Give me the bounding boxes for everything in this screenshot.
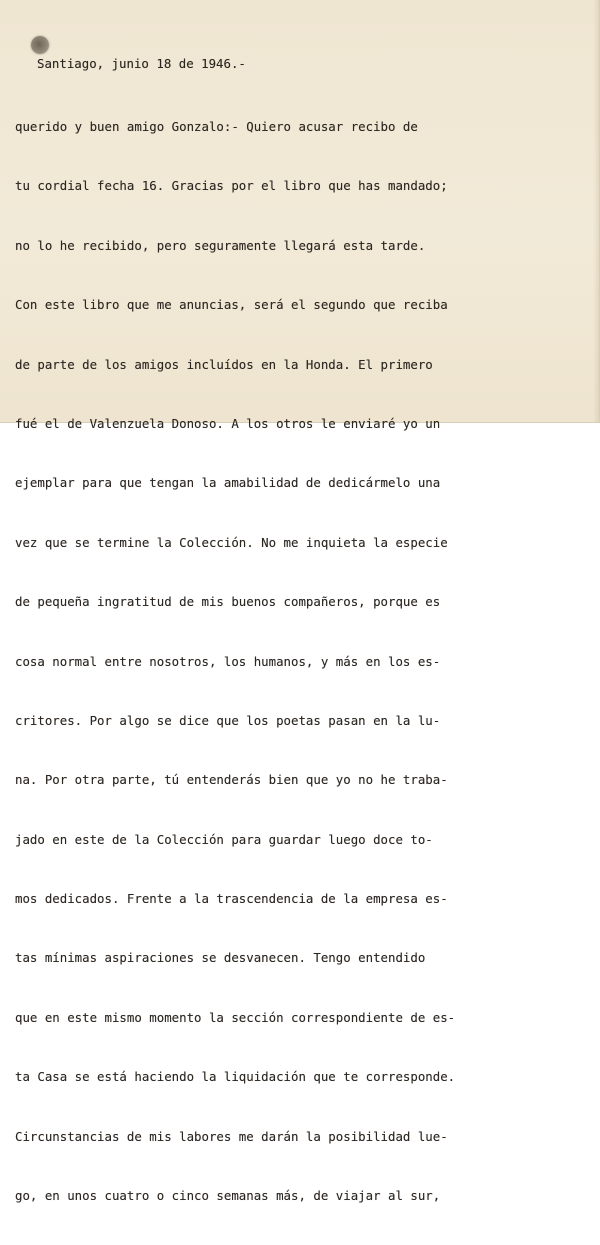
letter-line: vez que se termine la Colección. No me inquieta la especie bbox=[15, 534, 448, 550]
letter-line: tu cordial fecha 16. Gracias por el libro que has mandado; bbox=[15, 178, 448, 194]
letter-line: querido y buen amigo Gonzalo:- Quiero acusar recibo de bbox=[15, 118, 418, 134]
letter-line: Con este libro que me anuncias, será el segundo que reciba bbox=[15, 297, 448, 313]
letter-line: mos dedicados. Frente a la trascendencia de la empresa es- bbox=[15, 891, 448, 907]
letter-line: Circunstancias de mis labores me darán la posibilidad lue- bbox=[15, 1128, 448, 1144]
letter-line: critores. Por algo se dice que los poetas pasan en la lu- bbox=[15, 712, 441, 728]
letter-line: no lo he recibido, pero seguramente llegará esta tarde. bbox=[15, 237, 426, 253]
letter-line: que en este mismo momento la sección correspondiente de es- bbox=[15, 1009, 456, 1025]
typewritten-letter bbox=[15, 14, 590, 1245]
letter-line: ejemplar para que tengan la amabilidad de dedicármelo una bbox=[15, 475, 441, 491]
letter-line: cosa normal entre nosotros, los humanos, y más en los es- bbox=[15, 653, 441, 669]
letter-line: ta Casa se está haciendo la liquidación que te corresponde. bbox=[15, 1069, 456, 1085]
letter-line: go, en unos cuatro o cinco semanas más, de viajar al sur, bbox=[15, 1188, 441, 1204]
letter-line: na. Por otra parte, tú entenderás bien que yo no he traba- bbox=[15, 772, 448, 788]
letter-line: tas mínimas aspiraciones se desvanecen. Tengo entendido bbox=[15, 950, 426, 966]
letter-line: jado en este de la Colección para guardar luego doce to- bbox=[15, 831, 433, 847]
letter-line: de pequeña ingratitud de mis buenos compañeros, porque es bbox=[15, 594, 441, 610]
letter-line: de parte de los amigos incluídos en la Honda. El primero bbox=[15, 356, 433, 372]
letter-line: fué el de Valenzuela Donoso. A los otros le enviaré yo un bbox=[15, 415, 441, 431]
letter-dateline: Santiago, junio 18 de 1946.- bbox=[37, 55, 246, 71]
